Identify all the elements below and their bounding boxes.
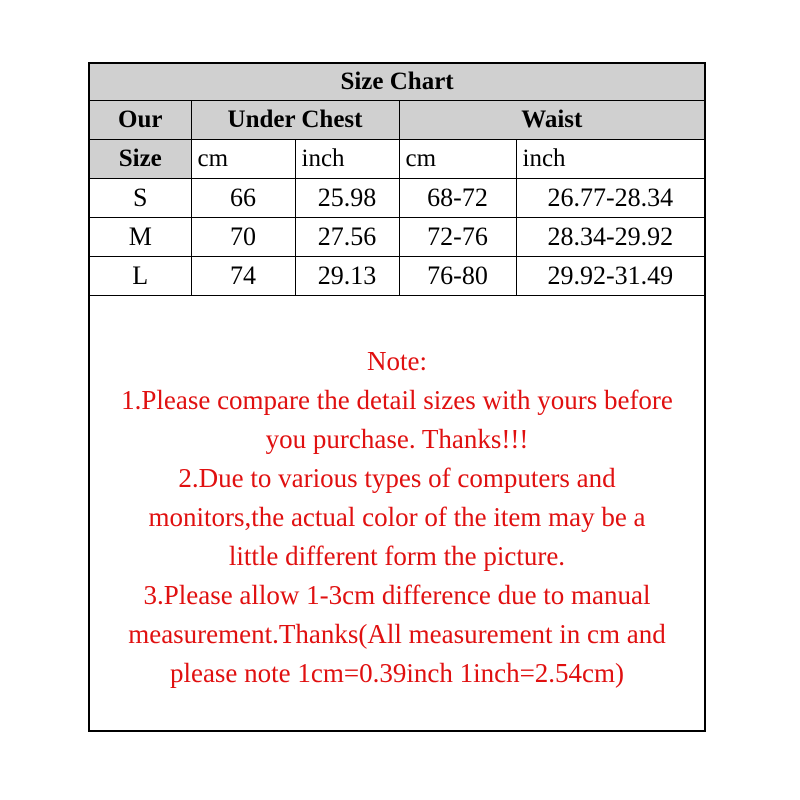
waist-inch-unit: inch [516,140,704,179]
under-chest-header: Under Chest [191,101,399,140]
size-table [90,64,704,296]
note-heading: Note: [367,346,427,376]
size-column-header-line1: Our [90,101,191,140]
note-line: you purchase. Thanks!!! [265,424,529,454]
unit-header-row [90,140,704,179]
table-row [90,218,704,257]
size-cell: L [90,257,191,296]
size-cell: M [90,218,191,257]
chest-inch-cell: 29.13 [295,257,399,296]
size-chart-frame [88,62,706,732]
note-line: measurement.Thanks(All measurement in cm and [128,619,666,649]
table-row [90,257,704,296]
note-line: little different form the picture. [228,541,566,571]
note-line: monitors,the actual color of the item may be a [148,502,646,532]
group-header-row [90,101,704,140]
table-title: Size Chart [90,64,704,101]
chest-inch-cell: 25.98 [295,179,399,218]
note-line: 3.Please allow 1-3cm difference due to manual [143,580,651,610]
size-column-header-line2: Size [90,140,191,179]
note-line: 1.Please compare the detail sizes with yours before [121,385,673,415]
waist-inch-cell: 29.92-31.49 [516,257,704,296]
waist-header: Waist [399,101,704,140]
note-line: 2.Due to various types of computers and [178,463,616,493]
chest-cm-cell: 70 [191,218,295,257]
waist-inch-cell: 28.34-29.92 [516,218,704,257]
table-row [90,179,704,218]
size-cell: S [90,179,191,218]
chest-cm-unit: cm [191,140,295,179]
waist-cm-cell: 72-76 [399,218,516,257]
chest-cm-cell: 74 [191,257,295,296]
notes-block [90,342,704,693]
waist-cm-unit: cm [399,140,516,179]
note-line: please note 1cm=0.39inch 1inch=2.54cm) [169,658,625,688]
waist-inch-cell: 26.77-28.34 [516,179,704,218]
title-row [90,64,704,101]
chest-inch-cell: 27.56 [295,218,399,257]
waist-cm-cell: 68-72 [399,179,516,218]
waist-cm-cell: 76-80 [399,257,516,296]
chest-cm-cell: 66 [191,179,295,218]
chest-inch-unit: inch [295,140,399,179]
